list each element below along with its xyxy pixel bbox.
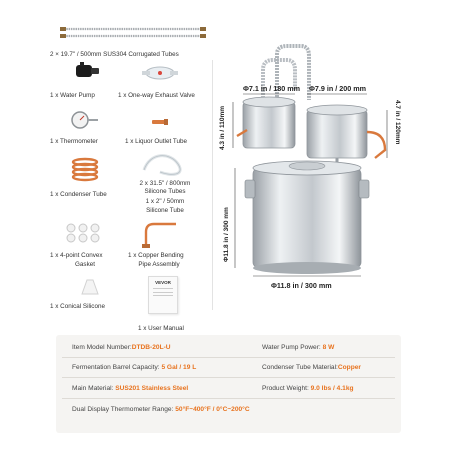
condenser-label: 1 x Condenser Tube bbox=[50, 191, 107, 198]
water-pump-image bbox=[74, 62, 102, 80]
conical-silicone-image bbox=[78, 276, 102, 298]
gasket-image bbox=[64, 222, 102, 244]
manual-label: 1 x User Manual bbox=[138, 325, 184, 332]
tubes-label: 2 × 19.7" / 500mm SUS304 Corrugated Tubes bbox=[50, 51, 179, 58]
spec-capacity: Fermentation Barrel Capacity: 5 Gal / 19 L bbox=[72, 364, 197, 371]
silicone-tube-label-1: 1 x 2" / 50mm bbox=[145, 198, 185, 205]
thermometer-label: 1 x Thermometer bbox=[50, 138, 98, 145]
silicone-tubes-label-1: 2 x 31.5" / 800mm bbox=[139, 180, 191, 187]
dimension-lines bbox=[225, 40, 425, 300]
corrugated-tubes-image bbox=[58, 24, 208, 40]
pump-label: 1 x Water Pump bbox=[50, 92, 95, 99]
copper-pipe-image bbox=[140, 220, 180, 250]
silicone-tubes-image bbox=[140, 150, 184, 178]
spec-model: Item Model Number:DTDB-20L-U bbox=[72, 344, 171, 351]
silicone-tube-label-2: Silicone Tube bbox=[146, 207, 184, 214]
gasket-label-2: Gasket bbox=[75, 261, 95, 268]
bending-label-2: Pipe Assembly bbox=[138, 261, 180, 268]
gasket-label-1: 1 x 4-point Convex bbox=[50, 252, 103, 259]
thermometer-image bbox=[70, 108, 100, 138]
dim-right-height: 4.7 in / 120mm bbox=[394, 100, 401, 145]
dim-top-right: Φ7.9 in / 200 mm bbox=[309, 84, 367, 93]
dim-barrel-height: Φ11.8 in / 300 mm bbox=[223, 207, 230, 262]
valve-label: 1 x One-way Exhaust Valve bbox=[118, 92, 195, 99]
divider bbox=[212, 60, 213, 310]
dim-left-height: 4.3 in / 110mm bbox=[219, 105, 226, 150]
conical-label: 1 x Conical Silicone bbox=[50, 303, 105, 310]
spec-condenser: Condenser Tube Material:Copper bbox=[262, 364, 361, 371]
outlet-label: 1 x Liquor Outlet Tube bbox=[125, 138, 187, 145]
dim-barrel-width: Φ11.8 in / 300 mm bbox=[271, 281, 332, 290]
spec-thermometer: Dual Display Thermometer Range: 50°F~400°F / 0°C~200°C bbox=[72, 406, 250, 413]
spec-weight: Product Weight: 9.0 lbs / 4.1kg bbox=[262, 385, 354, 392]
spec-material: Main Material: SUS201 Stainless Steel bbox=[72, 385, 189, 392]
condenser-coil-image bbox=[68, 156, 102, 184]
silicone-tubes-label-2: Silicone Tubes bbox=[144, 188, 186, 195]
spec-power: Water Pump Power: 8 W bbox=[262, 344, 335, 351]
user-manual-image bbox=[148, 276, 178, 314]
outlet-tube-image bbox=[150, 116, 170, 128]
manual-brand: VEVOR bbox=[155, 280, 171, 285]
exhaust-valve-image bbox=[140, 66, 180, 80]
dim-top-left: Φ7.1 in / 180 mm bbox=[243, 84, 301, 93]
bending-label-1: 1 x Copper Bending bbox=[128, 252, 184, 259]
